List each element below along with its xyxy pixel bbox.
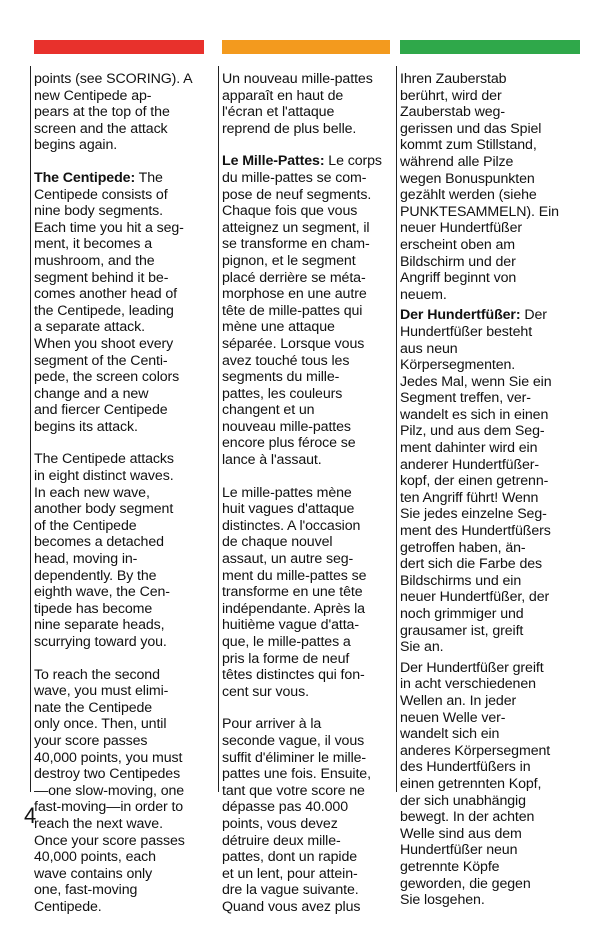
english-paragraph-4: To reach the second wave, you must elimi- nate the Centipede only once. Then, until your score passes 40,000 points, you must destroy two Centipedes —one slow-moving, one fast-moving—in order to reach the next wave. Once your score passes 40,000 points, each wave contains only one, fast-moving Centipede. [34, 666, 185, 915]
french-text [222, 71, 390, 932]
column-divider-line [396, 66, 397, 792]
english-column [24, 40, 204, 915]
red-color-bar [34, 40, 204, 54]
mille-pattes-heading: Le Mille-Pattes: [222, 153, 325, 170]
hundertfuesser-description: Der Hundertfüßer besteht aus neun Körpersegmenten. Jedes Mal, wenn Sie ein Segment treffen, ver- wandelt es sich in einen Pilz, und aus dem Seg- ment dahinter wird ein anderer Hundertfüßer- kopf, der einen getrenn- ten Angriff führt! Wenn Sie jedes einzelne Seg- ment des Hundertfüßers getroffen haben, än- dert sich die Farbe des Bildschirms und ein neuer Hundertfüßer, der noch grimmiger und grausamer ist, greift Sie an. [400, 307, 552, 656]
page-number: 4 [24, 803, 37, 828]
mille-pattes-description: Le corps du mille-pattes se com- pose de neuf segments. Chaque fois que vous atteignez un segment, il se transforme en cham- pignon, et le segment placé derrière se méta- morphose en une autre tête de mille-pattes qui mène une attaque séparée. Lorsque vous avez touché tous les segments du mille- pattes, les couleurs changent et un nouveau mille-pattes encore plus féroce se lance à l'assaut. [222, 153, 382, 469]
french-column [212, 40, 390, 915]
english-paragraph-2 [34, 170, 204, 436]
centipede-description: The Centipede consists of nine body segments. Each time you hit a seg- ment, it becomes a mushroom, and the segment behind it be- comes another head of the Centipede, leading a separate attack. When you shoot every segment of the Centi- pede, the screen colors change and a new and fiercer Centipede begins its attack. [34, 169, 184, 435]
green-color-bar [400, 40, 580, 54]
german-paragraph-2 [400, 307, 580, 655]
column-divider-line [218, 66, 219, 792]
french-paragraph-2 [222, 153, 390, 468]
english-text [34, 71, 204, 932]
german-paragraph-1: Ihren Zauberstab berührt, wird der Zauberstab weg- gerissen und das Spiel kommt zum Stillstand, während alle Pilze wegen Bonuspunkten gezählt werden (siehe PUNKTESAMMELN). Ein neuer Hundertfüßer erscheint oben am Bildschirm und der Angriff beginnt von neuem. [400, 71, 559, 303]
orange-color-bar [222, 40, 390, 54]
english-paragraph-3: The Centipede attacks in eight distinct waves. In each new wave, another body segment of the Centipede becomes a detached head, moving in- dependently. By the eighth wave, the Cen- tipede has become nine separate heads, scurrying toward you. [34, 451, 174, 650]
french-paragraph-4: Pour arriver à la seconde vague, il vous suffit d'éliminer le mille- pattes une fois. Ensuite, tant que votre score ne dépasse pas 40.000 points, vous devez détruire deux mille- pattes, dont un rapide et un lent, pour attein- dre la vague suivante. Quand vous avez plus [222, 716, 371, 915]
german-paragraph-3: Der Hundertfüßer greift in acht verschiedenen Wellen an. In jeder neuen Welle ver- wandelt sich ein anderes Körpersegment des Hundertfüßers in einen getrennten Kopf, der sich unabhängig bewegt. In der achten Welle sind aus dem Hundertfüßer neun getrennte Köpfe geworden, die gegen Sie losgehen. [400, 659, 551, 909]
column-divider-line [30, 66, 31, 792]
hundertfuesser-heading: Der Hundertfüßer: [400, 307, 521, 324]
german-text [400, 71, 580, 913]
french-paragraph-3: Le mille-pattes mène huit vagues d'attaque distinctes. A l'occasion de chaque nouvel assaut, un autre seg- ment du mille-pattes se transforme en une tête indépendante. Après la huitième vague d'atta- que, le mille-pattes a pris la forme de neuf têtes distinctes qui fon- cent sur vous. [222, 484, 367, 700]
french-paragraph-1: Un nouveau mille-pattes apparaît en haut de l'écran et l'attaque reprend de plus belle. [222, 71, 373, 137]
centipede-heading: The Centipede: [34, 169, 136, 186]
english-paragraph-1: points (see SCORING). A new Centipede ap- pears at the top of the screen and the attack begins again. [34, 71, 193, 154]
german-column [390, 40, 580, 909]
